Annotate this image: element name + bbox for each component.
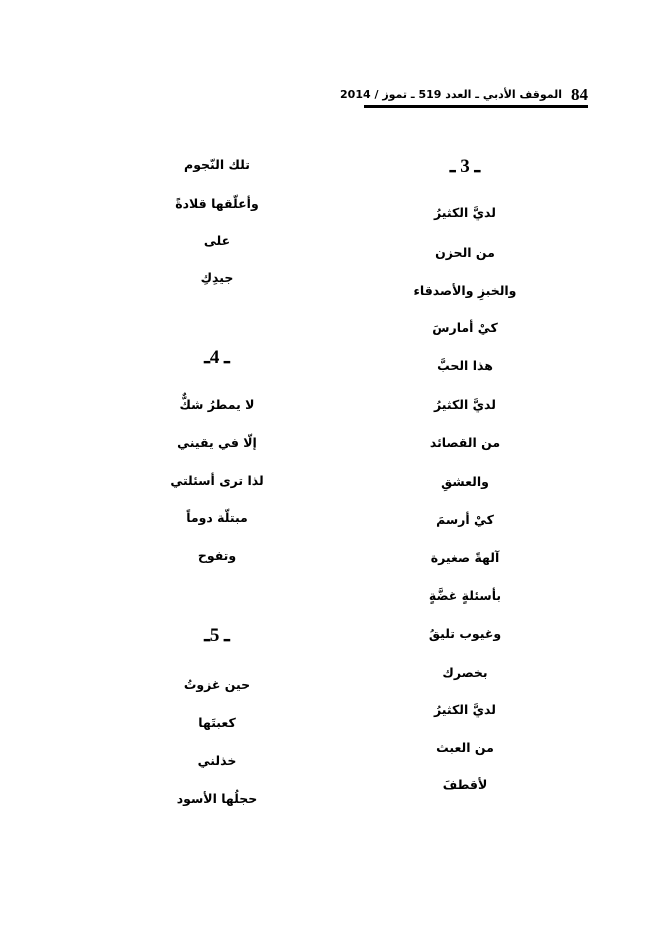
poem-line: بخصرك	[442, 665, 488, 680]
poem-line: مبتلّة دوماً	[186, 510, 248, 525]
poem-line: وغيوب تليقُ	[428, 626, 502, 641]
poem-line: على	[203, 233, 231, 248]
poem-line: هذا الحبَّ	[437, 358, 493, 373]
poem-line: بأسئلةٍ غضَّةٍ	[428, 588, 502, 603]
running-header	[340, 84, 594, 110]
section-number-3: ـ 3 ـ	[449, 156, 481, 177]
poem-line: لديَّ الكثيرُ	[434, 397, 496, 412]
poem-line: وأعلّقها قلادةً	[175, 196, 259, 211]
poem-line: من العبث	[436, 740, 494, 755]
poem-line: لديَّ الكثيرُ	[434, 205, 496, 220]
poem-line: آلهةً صغيرة	[430, 550, 500, 565]
poem-line: كيْ أمارسَ	[432, 320, 498, 335]
poem-line: لديَّ الكثيرُ	[434, 702, 496, 717]
poem-line: والعشقِ	[441, 474, 489, 489]
poem-line: حين غزوتُ	[183, 677, 251, 692]
section-number-5: ـ 5ـ	[204, 625, 230, 646]
poem-line: وتفوح	[197, 548, 237, 563]
journal-title: الموقف الأدبي ـ العدد 519 ـ تموز / 2014	[340, 88, 562, 101]
poem-line: لأقطفَ	[442, 777, 488, 792]
poem-line: تلك النّجوم	[184, 157, 250, 172]
page-number: 84	[571, 85, 588, 104]
poem-line: من القصائد	[429, 435, 501, 450]
poem-line: والخبزِ والأصدقاء	[413, 283, 517, 298]
poem-line: لذا ترى أسئلتي	[170, 473, 264, 488]
poem-line: من الحزن	[435, 245, 495, 260]
poem-line: كيْ أرسمَ	[436, 512, 494, 527]
poem-line: كعبتَها	[198, 715, 236, 730]
poem-line: حجلُها الأسود	[176, 791, 258, 806]
poem-line: جيدِكِ	[200, 270, 234, 285]
header-rule	[364, 105, 588, 108]
poem-line: خذلني	[197, 753, 237, 768]
section-number-4: ـ 4ـ	[204, 347, 230, 368]
poem-line: لا يمطرُ شكٌّ	[179, 397, 255, 412]
poem-line: إلّا في يقيني	[177, 435, 257, 450]
